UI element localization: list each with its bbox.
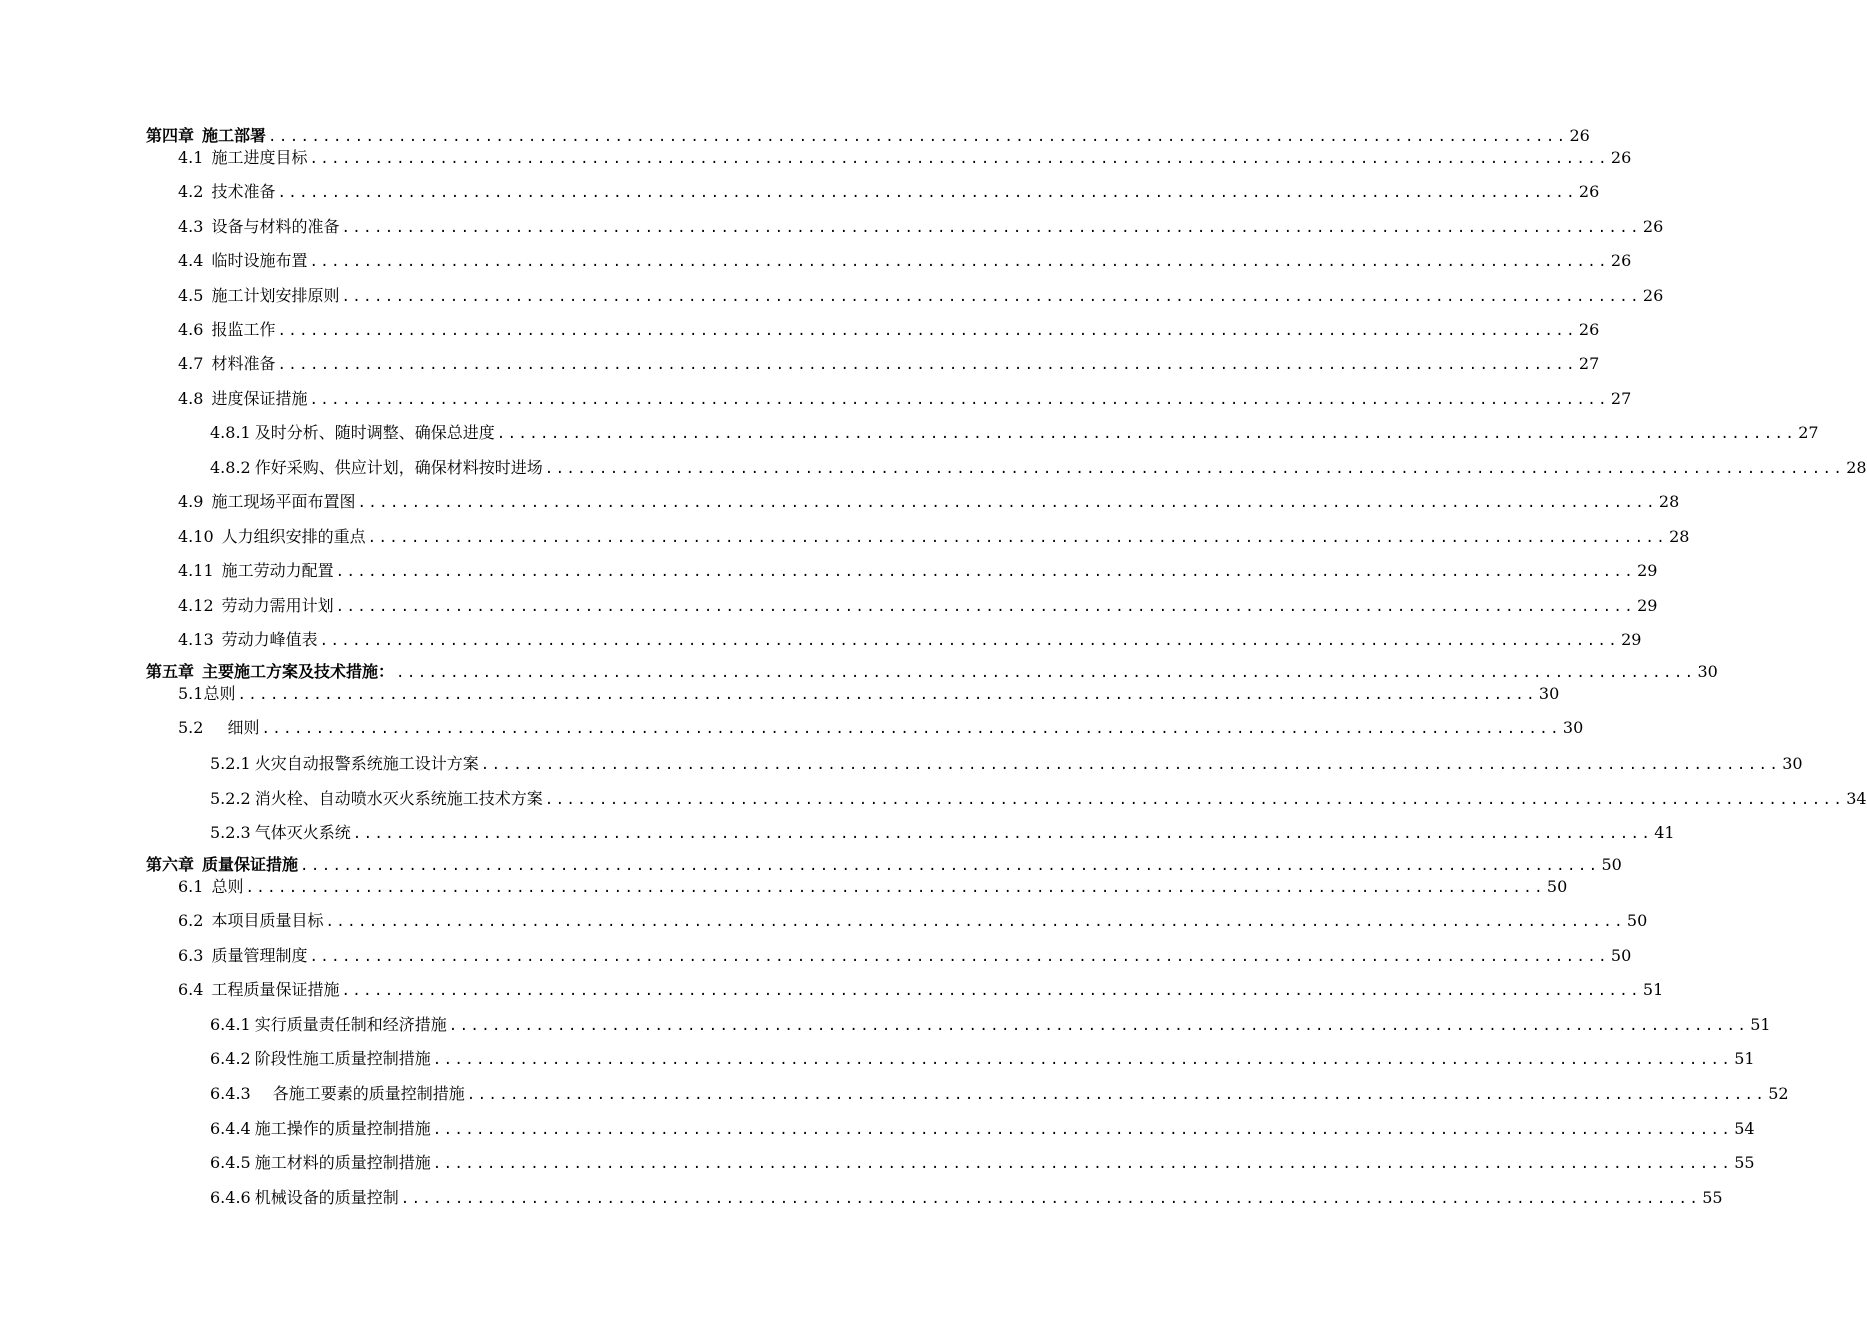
toc-entry-4-7[interactable] [178,350,1600,374]
toc-page: 50 [1626,911,1648,930]
toc-number: 4.1 [178,148,204,167]
toc-title: 质量保证措施 [202,855,299,874]
toc-title: 材料准备 [211,354,276,373]
toc-number: 6.4.6 [210,1188,251,1207]
toc-leader: ........................................................................................................................ [341,289,1641,305]
toc-number: 4.4 [178,251,204,270]
toc-number: 第五章 [146,662,195,681]
toc-leader: ........................................................................................................................ [341,220,1641,236]
toc-number: 4.13 [178,630,214,649]
toc-leader: ........................................................................................................................ [277,185,1577,201]
toc-title: 施工部署 [202,126,267,145]
toc-leader: ........................................................................................................................ [309,949,1609,965]
toc-entry-6-2[interactable] [178,907,1648,931]
toc-leader: ........................................................................................................................ [466,1087,1767,1103]
toc-leader: ........................................................................................................................ [400,1191,1701,1207]
toc-entry-6-4-3[interactable] [210,1080,1789,1104]
toc-page: 27 [1578,354,1600,373]
toc-entry-4-4[interactable] [178,247,1632,271]
toc-page: 55 [1734,1153,1755,1172]
toc-page: 30 [1562,718,1584,737]
toc-title: 施工现场平面布置图 [211,492,356,511]
toc-number: 4.8.1 [210,423,251,442]
toc-number: 6.2 [178,911,204,930]
toc-title: 气体灭火系统 [254,823,351,842]
toc-leader: ........................................................................................................................ [325,914,1625,930]
toc-title: 总则 [211,877,244,896]
toc-page: 26 [1642,217,1664,236]
toc-entry-4-8-1[interactable] [210,419,1819,443]
toc-entry-4-13[interactable] [178,626,1642,650]
toc-title: 主要施工方案及技术措施： [202,662,395,681]
toc-leader: ........................................................................................................................ [309,254,1609,270]
toc-entry-6-4[interactable] [178,976,1664,1000]
toc-title: 施工劳动力配置 [221,561,334,580]
toc-title: 技术准备 [211,182,276,201]
toc-title: 临时设施布置 [211,251,308,270]
toc-number: 4.5 [178,286,204,305]
toc-page: 29 [1637,596,1658,615]
toc-leader: ........................................................................................................................ [237,687,1537,703]
toc-entry-5-2-2[interactable] [210,785,1867,809]
toc-number: 4.9 [178,492,204,511]
toc-page: 26 [1578,182,1600,201]
toc-number: 6.4.2 [210,1049,251,1068]
toc-page: 30 [1538,684,1560,703]
toc-title: 质量管理制度 [211,946,308,965]
toc-title: 工程质量保证措施 [211,980,340,999]
toc-leader: ........................................................................................................................ [448,1018,1749,1034]
toc-leader: ........................................................................................................................ [544,461,1845,477]
toc-number: 4.8 [178,389,204,408]
toc-leader: ........................................................................................................................ [335,564,1636,580]
toc-entry-4-1[interactable] [178,144,1632,168]
toc-title: 及时分析、随时调整、确保总进度 [254,423,495,442]
toc-entry-4-5[interactable] [178,282,1664,306]
toc-page: 51 [1750,1015,1771,1034]
toc-number: 4.3 [178,217,204,236]
toc-number: 5.2.3 [210,823,251,842]
toc-entry-6-1[interactable] [178,873,1568,897]
toc-page: 55 [1702,1188,1723,1207]
toc-title: 细则 [227,718,260,737]
toc-title: 各施工要素的质量控制措施 [272,1084,465,1103]
toc-title: 施工材料的质量控制措施 [254,1153,431,1172]
toc-chapter-4[interactable] [146,122,1590,146]
toc-entry-5-2[interactable] [178,714,1584,738]
toc-leader: ........................................................................................................................ [432,1122,1733,1138]
toc-page: 27 [1798,423,1819,442]
toc-number: 6.3 [178,946,204,965]
toc-leader: ........................................................................................................................ [480,757,1781,773]
toc-leader: ........................................................................................................................ [261,721,1561,737]
toc-entry-4-8[interactable] [178,385,1632,409]
toc-entry-6-4-2[interactable] [210,1045,1755,1069]
toc-entry-6-4-5[interactable] [210,1149,1755,1173]
toc-leader: ........................................................................................................................ [341,983,1641,999]
toc-leader: ........................................................................................................................ [432,1156,1733,1172]
toc-page: 26 [1610,251,1632,270]
toc-title: 总则 [203,684,236,703]
toc-page: 30 [1782,754,1803,773]
toc-leader: ........................................................................................................................ [432,1052,1733,1068]
toc-page: 28 [1658,492,1680,511]
toc-page: 26 [1578,320,1600,339]
toc-page: 26 [1642,286,1664,305]
toc-page: 29 [1637,561,1658,580]
toc-leader: ........................................................................................................................ [277,357,1577,373]
toc-number: 6.4.5 [210,1153,251,1172]
toc-number: 4.6 [178,320,204,339]
toc-leader: ........................................................................................................................ [357,495,1657,511]
toc-page: 50 [1546,877,1568,896]
toc-entry-6-4-1[interactable] [210,1011,1771,1035]
toc-title: 劳动力需用计划 [221,596,334,615]
toc-page: 50 [1601,855,1622,874]
toc-chapter-5[interactable] [146,658,1718,682]
toc-number: 6.4 [178,980,204,999]
toc-page: 50 [1610,946,1632,965]
toc-entry-4-10[interactable] [178,523,1690,547]
toc-entry-4-12[interactable] [178,592,1658,616]
toc-number: 第六章 [146,855,195,874]
toc-leader: ........................................................................................................................ [277,323,1577,339]
toc-title: 施工进度目标 [211,148,308,167]
toc-chapter-6[interactable] [146,851,1622,875]
toc-page: 30 [1697,662,1718,681]
toc-leader: ........................................................................................................................ [496,426,1797,442]
toc-number: 5.2 [178,718,204,737]
toc-leader: ........................................................................................................................ [335,599,1636,615]
toc-leader: ........................................................................................................................ [396,665,1696,681]
toc-page: 27 [1610,389,1632,408]
toc-title: 施工计划安排原则 [211,286,340,305]
toc-page: 41 [1654,823,1675,842]
toc-leader: ........................................................................................................................ [300,858,1600,874]
toc-number: 5.2.1 [210,754,251,773]
toc-title: 火灾自动报警系统施工设计方案 [254,754,479,773]
toc-page: 51 [1734,1049,1755,1068]
toc-title: 本项目质量目标 [211,911,324,930]
toc-page: 34 [1846,789,1867,808]
toc-leader: ........................................................................................................................ [309,392,1609,408]
toc-leader: ........................................................................................................................ [319,633,1620,649]
toc-title: 作好采购、供应计划，确保材料按时进场 [254,458,543,477]
toc-title: 实行质量责任制和经济措施 [254,1015,447,1034]
toc-page: 26 [1610,148,1632,167]
toc-leader: ........................................................................................................................ [309,151,1609,167]
toc-page: 52 [1768,1084,1789,1103]
toc-number: 5.1 [178,684,204,703]
toc-number: 第四章 [146,126,195,145]
toc-number: 6.4.4 [210,1119,251,1138]
toc-entry-6-4-4[interactable] [210,1115,1755,1139]
toc-entry-5-2-3[interactable] [210,819,1675,843]
toc-entry-4-6[interactable] [178,316,1600,340]
toc-title: 劳动力峰值表 [221,630,318,649]
toc-entry-4-3[interactable] [178,213,1664,237]
toc-entry-5-2-1[interactable] [210,750,1803,774]
toc-page: 51 [1642,980,1664,999]
toc-entry-4-9[interactable] [178,488,1680,512]
toc-leader: ........................................................................................................................ [367,530,1668,546]
toc-entry-5-1[interactable] [178,680,1560,704]
toc-leader: ........................................................................................................................ [544,792,1845,808]
toc-title: 施工操作的质量控制措施 [254,1119,431,1138]
toc-page: 29 [1621,630,1642,649]
toc-number: 4.11 [178,561,214,580]
toc-leader: ........................................................................................................................ [245,880,1545,896]
toc-title: 报监工作 [211,320,276,339]
toc-number: 5.2.2 [210,789,251,808]
toc-leader: ........................................................................................................................ [352,826,1653,842]
toc-leader: ........................................................................................................................ [268,129,1568,145]
toc-title: 进度保证措施 [211,389,308,408]
toc-page: 26 [1569,126,1590,145]
toc-number: 4.2 [178,182,204,201]
toc-title: 机械设备的质量控制 [254,1188,399,1207]
toc-entry-6-4-6[interactable] [210,1184,1723,1208]
toc-number: 4.8.2 [210,458,251,477]
toc-entry-4-2[interactable] [178,178,1600,202]
toc-number: 4.12 [178,596,214,615]
toc-title: 人力组织安排的重点 [221,527,366,546]
toc-entry-6-3[interactable] [178,942,1632,966]
toc-entry-4-11[interactable] [178,557,1658,581]
toc-number: 6.4.3 [210,1084,251,1103]
toc-entry-4-8-2[interactable] [210,454,1867,478]
toc-number: 6.4.1 [210,1015,251,1034]
toc-title: 消火栓、自动喷水灭火系统施工技术方案 [254,789,543,808]
toc-page: 54 [1734,1119,1755,1138]
toc-page: 28 [1846,458,1867,477]
toc-title: 设备与材料的准备 [211,217,340,236]
toc-number: 6.1 [178,877,204,896]
toc-number: 4.7 [178,354,204,373]
toc-page: 28 [1669,527,1690,546]
toc-title: 阶段性施工质量控制措施 [254,1049,431,1068]
toc-number: 4.10 [178,527,214,546]
